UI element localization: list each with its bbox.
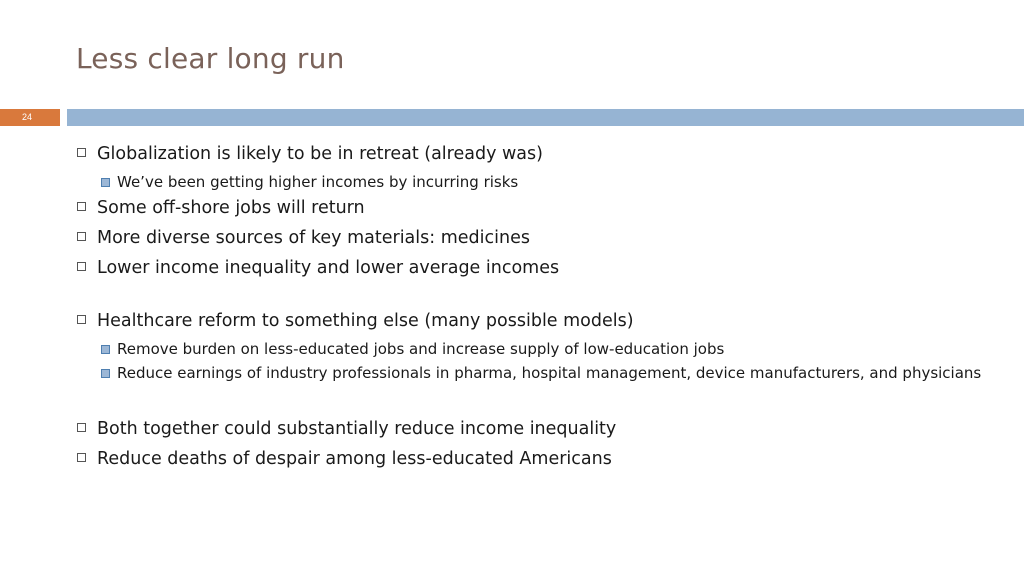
accent-bar: [67, 109, 1024, 126]
bullet-item: [76, 306, 996, 336]
sub-bullet-text: Remove burden on less-educated jobs and increase supply of low-education jobs: [117, 340, 725, 358]
sub-bullet-item: [100, 338, 996, 360]
bullet-text: Lower income inequality and lower average incomes: [97, 258, 560, 278]
bullet-item: [76, 139, 996, 169]
square-bullet-icon: [77, 232, 86, 241]
bullet-text: Some off-shore jobs will return: [97, 198, 365, 218]
spacer: [76, 384, 996, 414]
bullet-text: Globalization is likely to be in retreat (already was): [97, 144, 543, 164]
bullet-text: Both together could substantially reduce income inequality: [97, 419, 617, 439]
spacer: [76, 283, 996, 306]
square-bullet-icon: [77, 423, 86, 432]
sub-bullet-text: We’ve been getting higher incomes by incurring risks: [117, 173, 519, 191]
bullet-text: Reduce deaths of despair among less-educated Americans: [97, 449, 612, 469]
square-bullet-icon: [77, 148, 86, 157]
bullet-item: [76, 223, 996, 253]
sub-bullet-item: [100, 171, 996, 193]
filled-square-bullet-icon: [101, 345, 110, 354]
sub-bullet-text: Reduce earnings of industry professionals in pharma, hospital management, device manufacturers, and physicians: [117, 364, 982, 382]
square-bullet-icon: [77, 453, 86, 462]
square-bullet-icon: [77, 262, 86, 271]
filled-square-bullet-icon: [101, 178, 110, 187]
bullet-item: [76, 444, 996, 474]
square-bullet-icon: [77, 202, 86, 211]
filled-square-bullet-icon: [101, 369, 110, 378]
square-bullet-icon: [77, 315, 86, 324]
slide-title: Less clear long run: [76, 42, 345, 75]
bullet-item: [76, 253, 996, 283]
page-number: 24: [0, 109, 60, 126]
bullet-item: [76, 193, 996, 223]
bullet-text: More diverse sources of key materials: medicines: [97, 228, 530, 248]
slide-content: [76, 139, 996, 474]
bullet-item: [76, 414, 996, 444]
sub-bullet-item: [100, 362, 996, 384]
bullet-text: Healthcare reform to something else (many possible models): [97, 311, 634, 331]
